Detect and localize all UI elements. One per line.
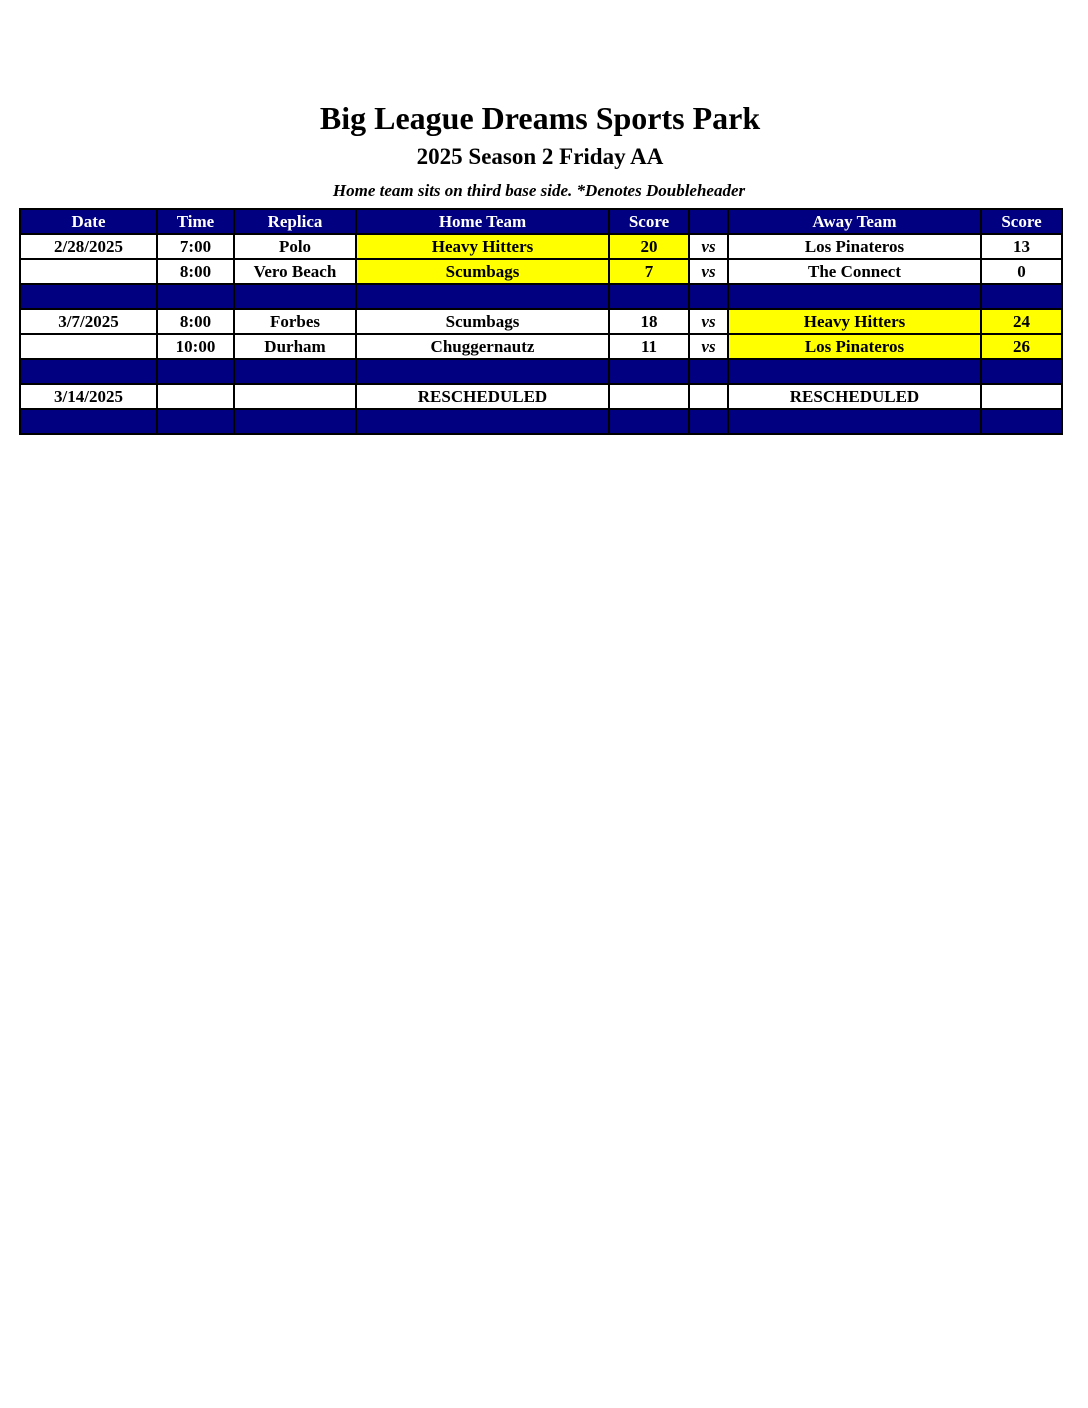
cell-vs: vs: [689, 309, 728, 334]
cell-home-team: Scumbags: [356, 309, 609, 334]
cell-replica: Forbes: [234, 309, 356, 334]
cell-away-score: [981, 384, 1062, 409]
column-header-time: Time: [157, 209, 234, 234]
cell-date: [20, 334, 157, 359]
cell-away-team: Los Pinateros: [728, 234, 981, 259]
cell-home-score: [609, 384, 689, 409]
cell-away-score: 13: [981, 234, 1062, 259]
cell-vs: vs: [689, 234, 728, 259]
table-row: [20, 309, 1062, 334]
column-header-home-score: Score: [609, 209, 689, 234]
cell-replica: Vero Beach: [234, 259, 356, 284]
cell-away-team: RESCHEDULED: [728, 384, 981, 409]
table-row: [20, 384, 1062, 409]
cell-vs: vs: [689, 334, 728, 359]
cell-home-team: RESCHEDULED: [356, 384, 609, 409]
cell-date: 3/7/2025: [20, 309, 157, 334]
cell-home-score: 7: [609, 259, 689, 284]
cell-vs: [689, 384, 728, 409]
column-header-vs: [689, 209, 728, 234]
cell-replica: Polo: [234, 234, 356, 259]
column-header-date: Date: [20, 209, 157, 234]
cell-away-team: Heavy Hitters: [728, 309, 981, 334]
table-row: [20, 334, 1062, 359]
cell-away-score: 24: [981, 309, 1062, 334]
cell-vs: vs: [689, 259, 728, 284]
cell-time: [157, 384, 234, 409]
header-row: [20, 209, 1062, 234]
cell-home-score: 18: [609, 309, 689, 334]
table-row: [20, 234, 1062, 259]
schedule-note: Home team sits on third base side. *Denotes Doubleheader: [332, 181, 746, 200]
cell-away-team: Los Pinateros: [728, 334, 981, 359]
spacer-row: [20, 359, 1062, 384]
cell-away-score: 26: [981, 334, 1062, 359]
column-header-away-team: Away Team: [728, 209, 981, 234]
cell-home-score: 20: [609, 234, 689, 259]
cell-away-team: The Connect: [728, 259, 981, 284]
spacer-row: [20, 284, 1062, 309]
spacer-row: [20, 409, 1062, 434]
column-header-replica: Replica: [234, 209, 356, 234]
column-header-away-score: Score: [981, 209, 1062, 234]
page-title: Big League Dreams Sports Park: [319, 100, 761, 136]
page-subtitle: 2025 Season 2 Friday AA: [416, 144, 664, 169]
cell-away-score: 0: [981, 259, 1062, 284]
schedule-table: [19, 208, 1063, 435]
cell-home-team: Heavy Hitters: [356, 234, 609, 259]
cell-time: 10:00: [157, 334, 234, 359]
cell-replica: [234, 384, 356, 409]
cell-time: 7:00: [157, 234, 234, 259]
cell-date: 3/14/2025: [20, 384, 157, 409]
cell-time: 8:00: [157, 309, 234, 334]
cell-home-team: Scumbags: [356, 259, 609, 284]
cell-replica: Durham: [234, 334, 356, 359]
cell-home-team: Chuggernautz: [356, 334, 609, 359]
column-header-home-team: Home Team: [356, 209, 609, 234]
cell-date: 2/28/2025: [20, 234, 157, 259]
table-row: [20, 259, 1062, 284]
cell-date: [20, 259, 157, 284]
cell-home-score: 11: [609, 334, 689, 359]
cell-time: 8:00: [157, 259, 234, 284]
